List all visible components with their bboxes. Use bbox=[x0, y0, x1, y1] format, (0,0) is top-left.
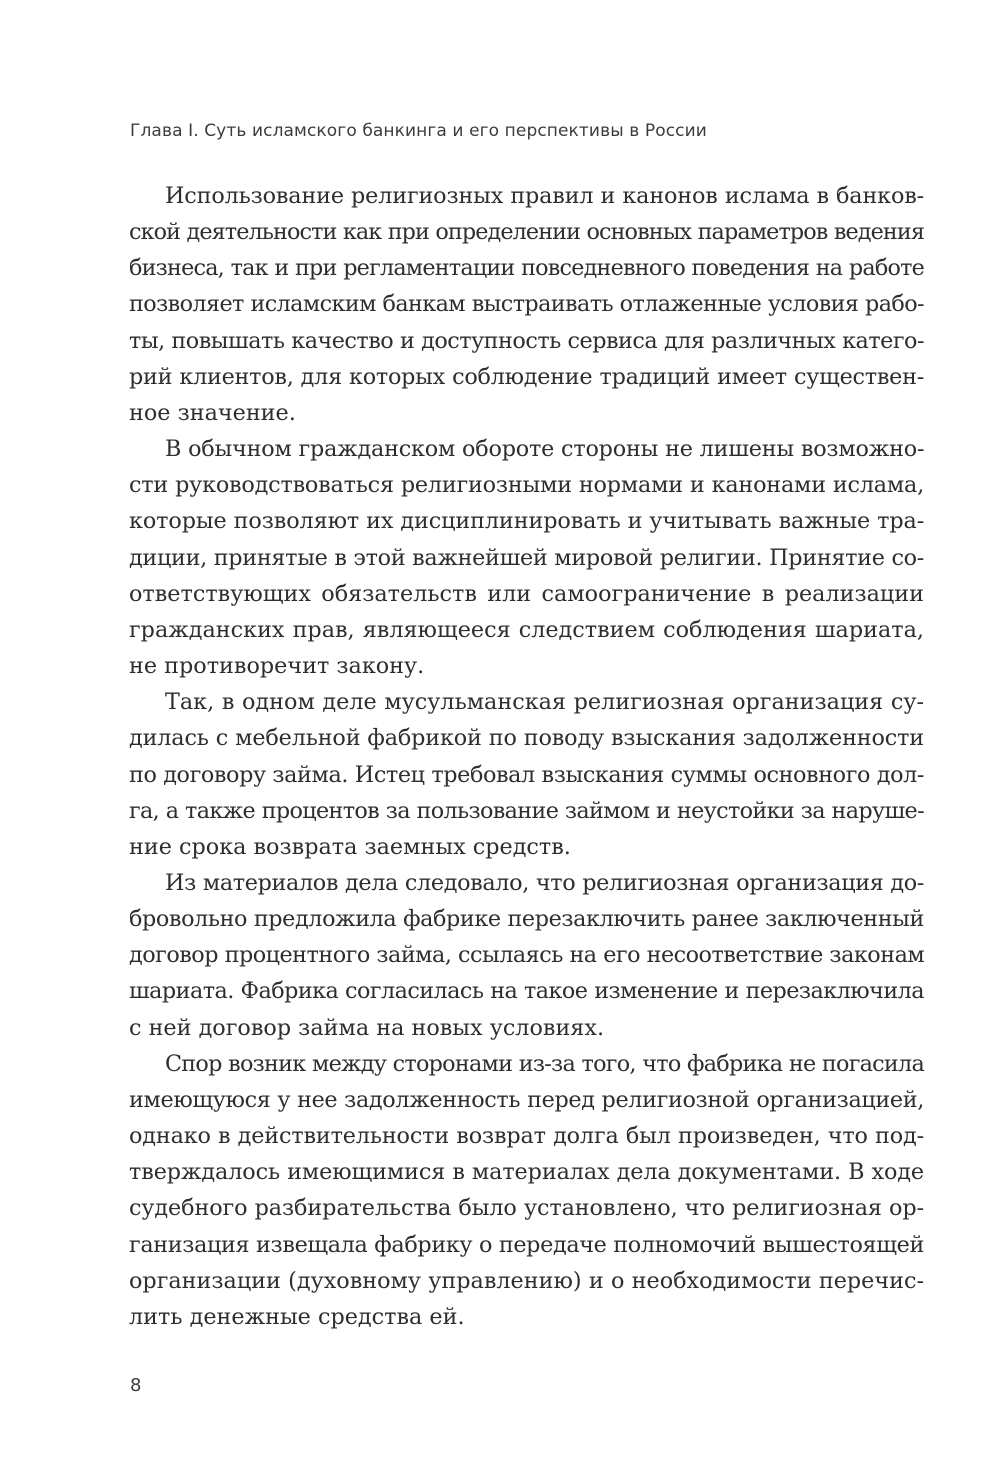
text-line: шариата. Фабрика согласилась на такое изменение и перезаключила bbox=[129, 978, 924, 1005]
text-line: Использование религиозных правил и канонов ислама в банков- bbox=[165, 183, 924, 209]
text-line: рий клиентов, для которых соблюдение традиций имеет существен- bbox=[129, 363, 924, 390]
text-line: бизнеса, так и при регламентации повседневного поведения на работе bbox=[129, 255, 924, 282]
text-line: сти руководствоваться религиозными нормами и канонами ислама, bbox=[129, 472, 924, 499]
text-line: имеющуюся у нее задолженность перед религиозной организацией, bbox=[129, 1086, 924, 1113]
text-line: которые позволяют их дисциплинировать и учитывать важные тра- bbox=[129, 508, 925, 535]
paragraph-2 bbox=[129, 431, 924, 684]
text-line: дилась с мебельной фабрикой по поводу взыскания задолженности bbox=[129, 725, 924, 752]
text-line: Так, в одном деле мусульманская религиозная организация су- bbox=[165, 689, 924, 716]
running-header: Глава I. Суть исламского банкинга и его перспективы в России bbox=[130, 121, 707, 141]
text-line: В обычном гражданском обороте стороны не лишены возможно- bbox=[165, 436, 925, 463]
text-line: организации (духовному управлению) и о необходимости перечис- bbox=[129, 1267, 924, 1294]
text-line: судебного разбирательства было установлено, что религиозная ор- bbox=[129, 1195, 924, 1222]
paragraph-5 bbox=[129, 1046, 924, 1335]
text-line: гражданских прав, являющееся следствием соблюдения шариата, bbox=[129, 616, 924, 643]
text-line: договор процентного займа, ссылаясь на его несоответствие законам bbox=[129, 942, 925, 969]
text-line: ской деятельности как при определении основных параметров ведения bbox=[129, 219, 924, 246]
text-line: однако в действительности возврат долга был произведен, что под- bbox=[129, 1123, 924, 1150]
text-line: тверждалось имеющимися в материалах дела документами. В ходе bbox=[129, 1159, 924, 1186]
text-line: Из материалов дела следовало, что религиозная организация до- bbox=[165, 869, 924, 896]
text-line: ответствующих обязательств или самоограничение в реализации bbox=[129, 580, 924, 607]
text-line: ние срока возврата заемных средств. bbox=[129, 833, 571, 860]
text-line: ты, повышать качество и доступность сервиса для различных катего- bbox=[129, 327, 924, 354]
page-number: 8 bbox=[130, 1375, 142, 1396]
text-line: бровольно предложила фабрике перезаключить ранее заключенный bbox=[129, 906, 924, 933]
text-line: ганизация извещала фабрику о передаче полномочий вышестоящей bbox=[129, 1231, 924, 1258]
text-line: диции, принятые в этой важнейшей мировой религии. Принятие со- bbox=[129, 544, 924, 571]
text-line: лить денежные средства ей. bbox=[129, 1303, 465, 1330]
text-line: га, а также процентов за пользование займом и неустойки за наруше- bbox=[129, 797, 924, 824]
paragraph-4 bbox=[129, 865, 924, 1046]
body-text bbox=[129, 178, 924, 1335]
text-line: по договору займа. Истец требовал взыскания суммы основного дол- bbox=[129, 761, 924, 788]
paragraph-1 bbox=[129, 178, 924, 431]
text-line: позволяет исламским банкам выстраивать отлаженные условия рабо- bbox=[129, 291, 924, 318]
text-line: Спор возник между сторонами из-за того, что фабрика не погасила bbox=[165, 1050, 924, 1077]
text-line: ное значение. bbox=[129, 399, 296, 426]
paragraph-3 bbox=[129, 684, 924, 865]
text-line: с ней договор займа на новых условиях. bbox=[129, 1014, 605, 1041]
text-line: не противоречит закону. bbox=[129, 653, 425, 680]
